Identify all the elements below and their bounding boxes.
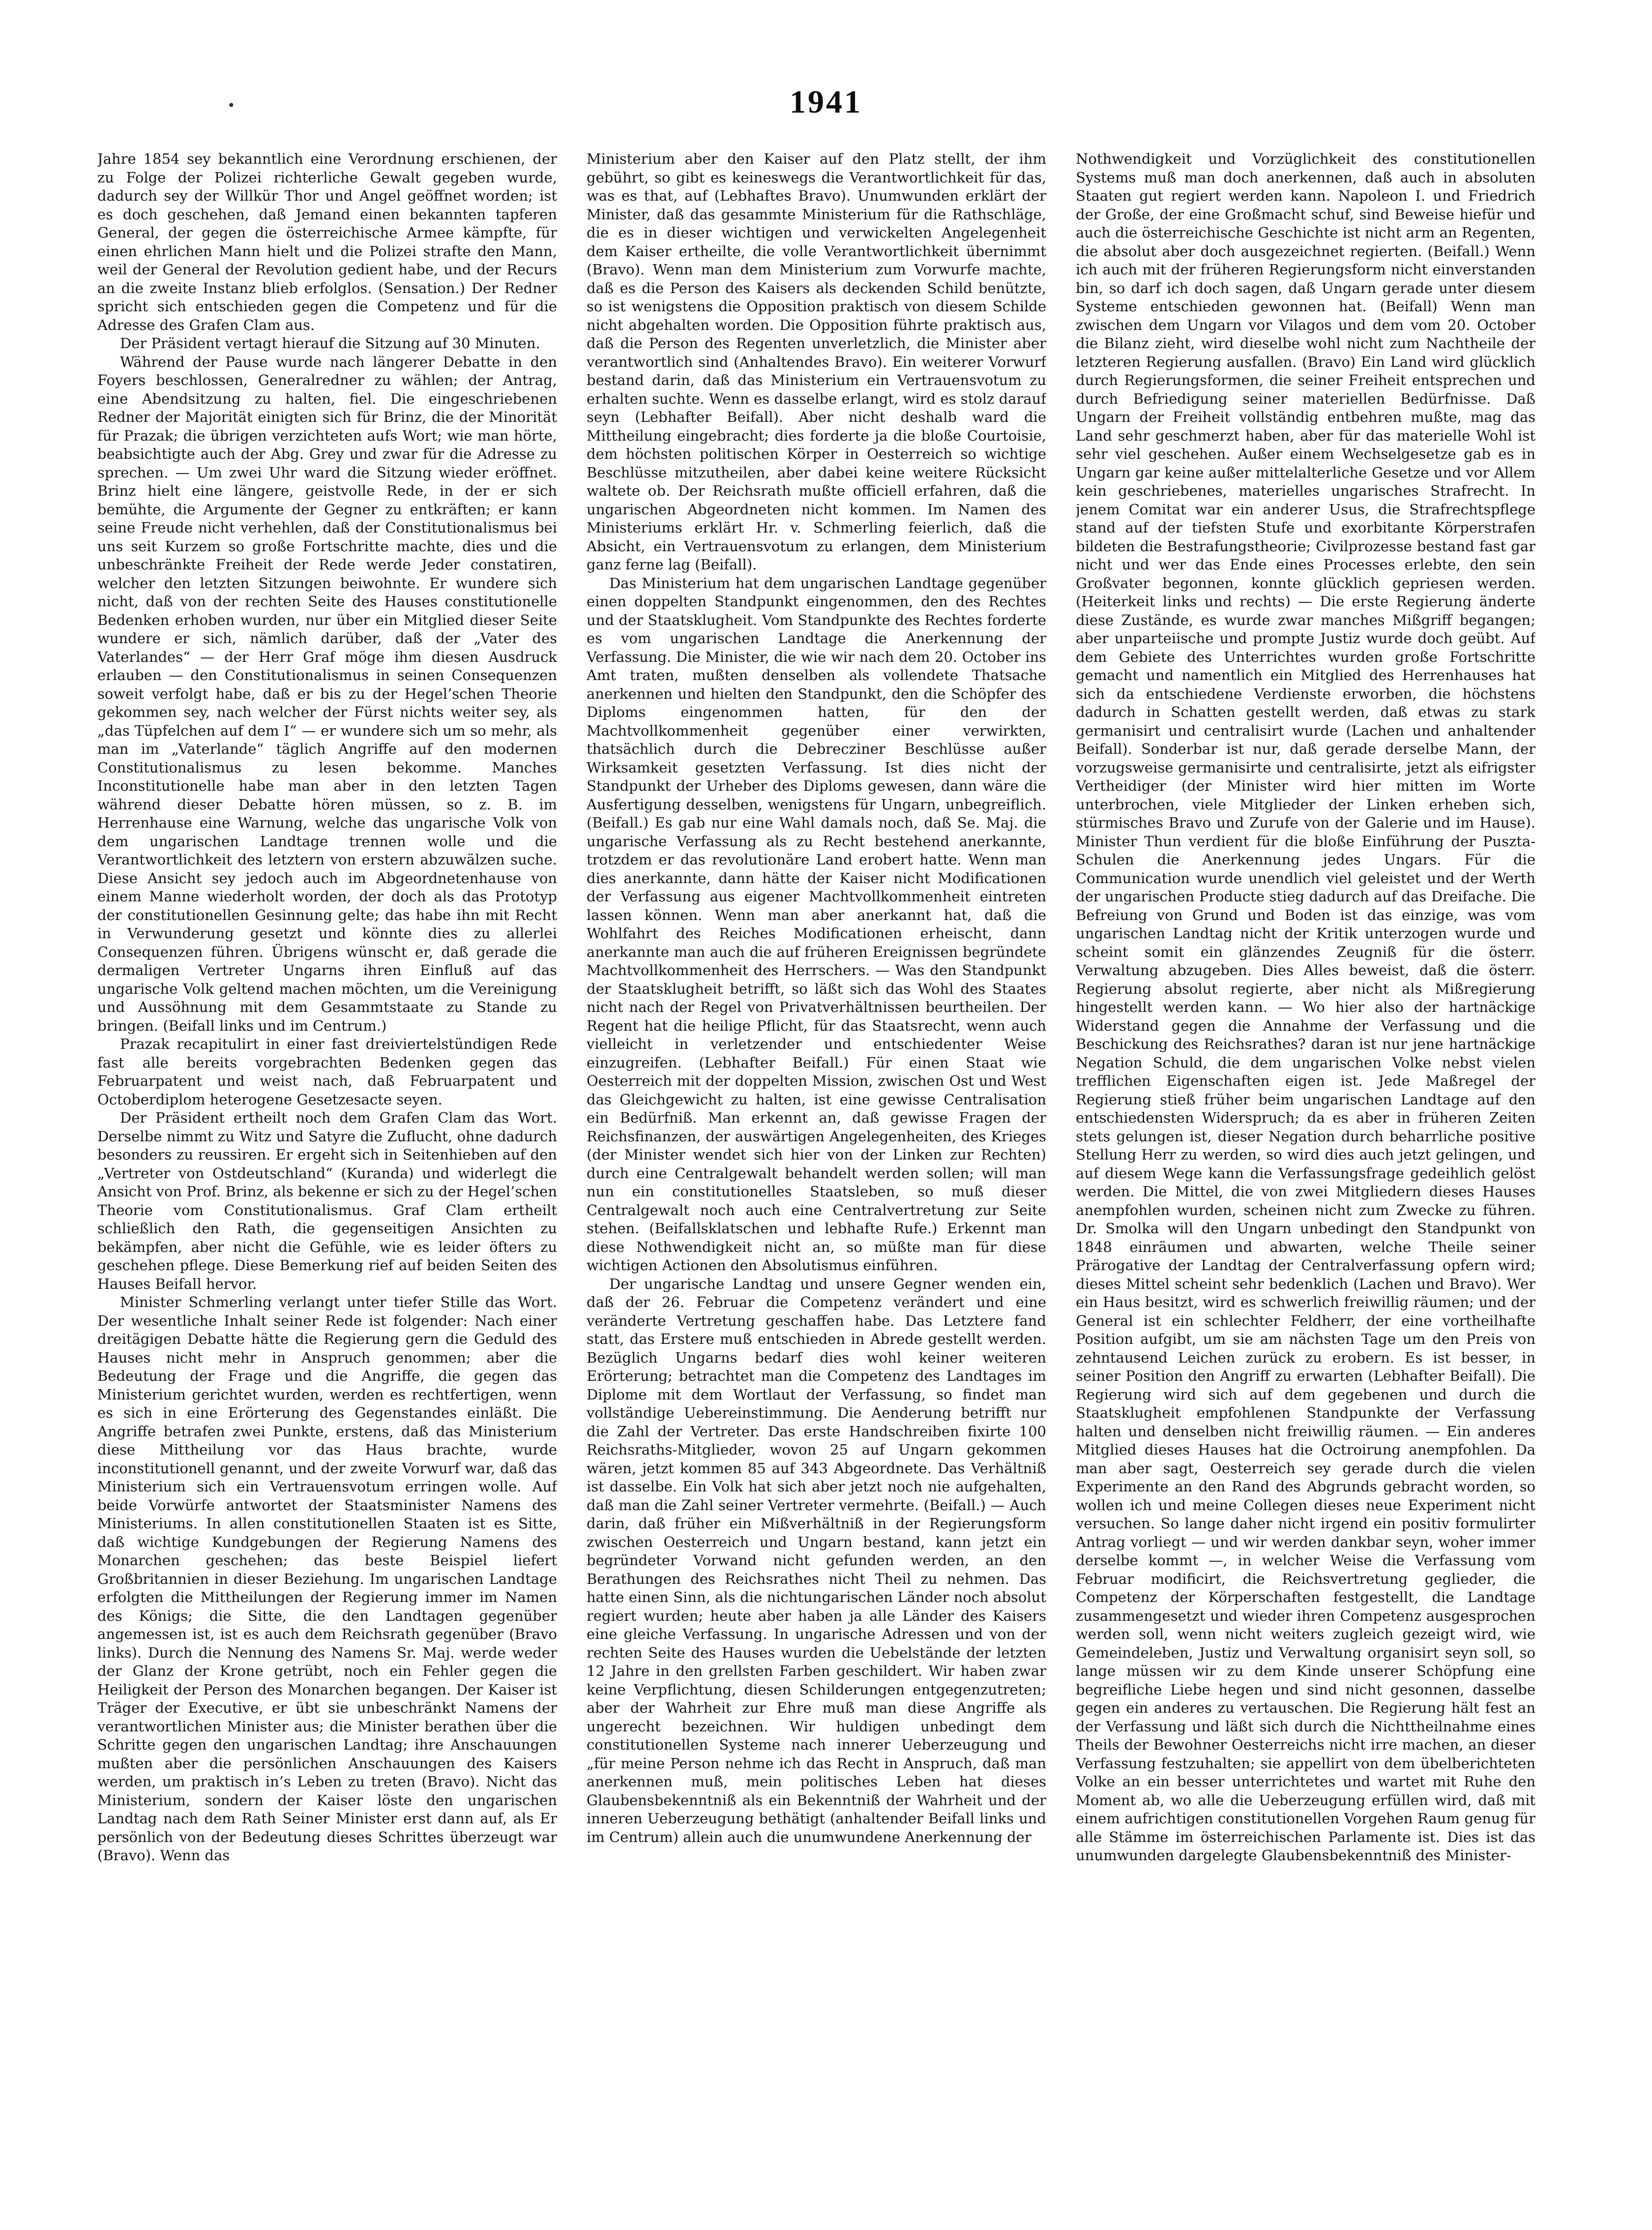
article-columns	[97, 150, 1535, 2159]
paragraph: Das Ministerium hat dem ungarischen Landtage gegenüber einen doppelten Standpunkt eingenommen, den des Rechtes und der Staatsklugheit. Vom Standpunkte des Rechtes forderte es vom ungarischen Landtage die Anerkennung der Verfassung. Die Minister, die wie wir nach dem 20. October ins Amt traten, mußten denselben als vollendete Thatsache anerkennen und hielten den Standpunkt, den die Schöpfer des Diploms eingenommen hatten, für den der Machtvollkommenheit gegenüber einer verwirkten, thatsächlich durch die Debrecziner Beschlüsse außer Wirksamkeit gesetzten Verfassung. Ist dies nicht der Standpunkt der Urheber des Diploms gewesen, dann wäre die Ausfertigung desselben, wenigstens für Ungarn, unbegreiflich. (Beifall.) Es gab nur eine Wahl damals noch, daß Se. Maj. die ungarische Verfassung als zu Recht bestehend anerkannte, trotzdem er das revolutionäre Land erobert hatte. Wenn man dies anerkannte, dann hätte der Kaiser nicht Modificationen der Verfassung aus eigener Machtvollkommenheit eintreten lassen können. Wenn man aber anerkannt hat, daß die Wohlfahrt des Reiches Modificationen erheischt, dann anerkannte man auch die auf früheren Ereignissen begründete Machtvollkommenheit des Herrschers. — Was den Standpunkt der Staatsklugheit betrifft, so läßt sich das Wohl des Staates nicht nach der Regel von Privatverhältnissen beurtheilen. Der Regent hat die heilige Pflicht, für das Staatsrecht, wenn auch vielleicht in verletzender und entschiedenter Weise einzugreifen. (Lebhafter Beifall.) Für einen Staat wie Oesterreich mit der doppelten Mission, zwischen Ost und West das Gleichgewicht zu halten, ist eine gewisse Centralisation ein Bedürfniß. Man erkennt an, daß gewisse Fragen der Reichsfinanzen, der auswärtigen Angelegenheiten, des Krieges (der Minister wendet sich hier von der Linken zur Rechten) durch eine Centralgewalt behandelt werden sollen; will man nun ein constitutionelles Staatsleben, so muß dieser Centralgewalt noch auch eine Centralvertretung zur Seite stehen. (Beifallsklatschen und lebhafte Rufe.) Erkennt man diese Nothwendigkeit nicht an, so müßte man für diese wichtigen Actionen den Absolutismus einführen.	[587, 574, 1046, 1274]
paragraph: Nothwendigkeit und Vorzüglichkeit des constitutionellen Systems muß man doch anerkennen, daß auch in absoluten Staaten gut regiert werden kann. Napoleon I. und Friedrich der Große, der eine Großmacht schuf, sind Beweise hiefür und auch die österreichische Geschichte ist nicht arm an Regenten, die absolut aber doch ausgezeichnet regierten. (Beifall.) Wenn ich auch mit der früheren Regierungsform nicht einverstanden bin, so darf ich doch sagen, daß Ungarn gerade unter diesem Systeme entschieden gewonnen hat. (Beifall) Wenn man zwischen dem Ungarn vor Vilagos und dem vom 20. October die Bilanz zieht, wird dieselbe wohl nicht zum Nachtheile der letzteren Regierung ausfallen. (Bravo) Ein Land wird glücklich durch Regierungsformen, die seiner Freiheit entsprechen und durch Befriedigung seiner materiellen Bedürfnisse. Daß Ungarn der Freiheit vollständig entbehren mußte, mag das Land sehr geschmerzt haben, aber für das materielle Wohl ist sehr viel geschehen. Außer einem Wechselgesetze gab es in Ungarn gar keine außer mittelalterliche Gesetze und vor Allem kein geschriebenes, materielles ungarisches Strafrecht. In jenem Comitat war ein anderer Usus, die Strafrechtspflege stand auf der tiefsten Stufe und exorbitante Körperstrafen bildeten die Bestrafungstheorie; Civilprozesse bestand fast gar nicht und wer das Ende eines Processes erlebte, den sein Großvater begonnen, konnte glücklich gepriesen werden. (Heiterkeit links und rechts) — Die erste Regierung änderte diese Zustände, es wurde zwar manches Mißgriff begangen; aber unparteiische und prompte Justiz wurde doch geübt. Auf dem Gebiete des Unterrichtes wurden große Fortschritte gemacht und namentlich ein Mitglied des Herrenhauses hat sich da entschiedene Verdienste erworben, die höchstens dadurch in Schatten gestellt werden, daß etwas zu stark germanisirt und centralisirt wurde (Lachen und anhaltender Beifall). Sonderbar ist nur, daß gerade derselbe Mann, der vorzugsweise germanisirte und centralisirte, jetzt als eifrigster Vertheidiger (der Minister wird hier mitten im Worte unterbrochen, viele Mitglieder der Linken erheben sich, stürmisches Bravo und Zurufe von der Galerie und im Hause). Minister Thun verdient für die bloße Einführung der Puszta-Schulen die Anerkennung jedes Ungars. Für die Communication wurde unendlich viel geleistet und der Werth der ungarischen Producte stieg dadurch auf das Dreifache. Die Befreiung von Grund und Boden ist das einzige, was vom ungarischen Landtag nicht der Kritik unterzogen wurde und scheint somit ein glänzendes Zeugniß für die österr. Verwaltung abzugeben. Dies Alles beweist, daß die österr. Regierung absolut regierte, aber nicht als Mißregierung hingestellt werden kann. — Wo hier also der hartnäckige Widerstand gegen die Annahme der Verfassung und die Beschickung des Reichsrathes? daran ist nur jene hartnäckige Negation Schuld, die dem ungarischen Volke nebst vielen trefflichen Eigenschaften eigen ist. Jede Maßregel der Regierung stieß früher beim ungarischen Landtage auf den entschiedensten Widerspruch; da es aber in früheren Zeiten stets gelungen ist, dieser Negation durch beharrliche positive Stellung Herr zu werden, so wird dies auch jetzt gelingen, und auf diesem Wege kann die Verfassungsfrage gedeihlich gelöst werden. Die Mittel, die von zwei Mitgliedern dieses Hauses anempfohlen wurden, scheinen nicht zum Zwecke zu führen. Dr. Smolka will den Ungarn unbedingt den Standpunkt von 1848 einräumen und abwarten, welche Theile seiner Prärogative der Landtag der Centralverfassung opfern wird; dieses Mittel scheint sehr bedenklich (Lachen und Bravo). Wer ein Haus besitzt, wird es schwerlich freiwillig räumen; und der General ist ein schlechter Feldherr, der eine vortheilhafte Position aufgibt, um sie am nächsten Tage um den Preis von zehntausend Leichen zurück zu erobern. Es ist besser, in seiner Position den Angriff zu erwarten (Lebhafter Beifall). Die Regierung wird sich auf dem gegebenen und durch die Staatsklugheit empfohlenen Standpunkte der Verfassung halten und denselben nicht freiwillig räumen. — Ein anderes Mitglied dieses Hauses hat die Octroirung anempfohlen. Da man aber sagt, Oesterreich sey gerade durch die vielen Experimente an den Rand des Abgrunds gebracht worden, so wollen ich und meine Collegen dieses neue Experiment nicht versuchen. So lange daher nicht irgend ein positiv formulirter Antrag vorliegt — und wir werden dankbar seyn, woher immer derselbe kommt —, in welcher Weise die Verfassung vom Februar modificirt, die Reichsvertretung geglieder, die Competenz der Körperschaften festgestellt, die Landtage zusammengesetzt und wieder ihren Competenz ausgesprochen werden soll, wenn nicht weiters zugleich gezeigt wird, wie Gemeindeleben, Justiz und Verwaltung organisirt seyn soll, so lange müssen wir zu dem Kinde unserer Schöpfung eine begreifliche Liebe hegen und sind nicht gesonnen, dasselbe gegen ein anderes zu vertauschen. Die Regierung hält fest an der Verfassung und läßt sich durch die Nichttheilnahme eines Theils der Bewohner Oesterreichs nicht irre machen, an dieser Verfassung festzuhalten; sie appellirt von dem übelberichteten Volke an ein besser unterrichtetes und wartet mit Ruhe den Moment ab, wo alle die Ueberzeugung erfüllen wird, daß mit einem aufrichtigen constitutionellen Vorgehen Raum genug für alle Stämme im österreichischen Parlamente ist. Dies ist das unumwunden dargelegte Glaubensbekenntniß des Minister-	[1076, 150, 1535, 1864]
paragraph: Der ungarische Landtag und unsere Gegner wenden ein, daß der 26. Februar die Competenz verändert und eine veränderte Vertretung geschaffen habe. Das Letztere fand statt, das Erstere muß entschieden in Abrede gestellt werden. Bezüglich Ungarns bedarf dies wohl keiner weiteren Erörterung; betrachtet man die Competenz des Landtages im Diplome mit dem Wortlaut der Verfassung, so findet man vollständige Uebereinstimmung. Die Aenderung betrifft nur die Zahl der Vertreter. Das erste Handschreiben fixirte 100 Reichsraths-Mitglieder, wovon 25 auf Ungarn gekommen wären, jetzt kommen 85 auf 343 Abgeordnete. Das Verhältniß ist dasselbe. Ein Volk hat sich aber jetzt noch nie aufgehalten, daß man die Zahl seiner Vertreter vermehrte. (Beifall.) — Auch darin, daß früher ein Mißverhältniß in der Regierungsform zwischen Oesterreich und Ungarn bestand, kann jetzt ein begründeter Vorwand nicht gefunden werden, an den Berathungen des Reichsrathes nicht Theil zu nehmen. Das hatte einen Sinn, als die nichtungarischen Länder noch absolut regiert wurden; heute aber haben ja alle Länder des Kaisers eine gleiche Verfassung. In ungarische Adressen und von der rechten Seite des Hauses wurden die Uebelstände der letzten 12 Jahre in den grellsten Farben geschildert. Wir haben zwar keine Verpflichtung, diesen Schilderungen entgegenzutreten; aber der Wahrheit zur Ehre muß man diese Angriffe als ungerecht bezeichnen. Wir huldigen unbedingt dem constitutionellen Systeme nach innerer Ueberzeugung und „für meine Person nehme ich das Recht in Anspruch, daß man anerkennen muß, mein politisches Leben hat dieses Glaubensbekenntniß als ein Bekenntniß der Wahrheit und der inneren Ueberzeugung bethätigt (anhaltender Beifall links und im Centrum) allein auch die unumwundene Anerkennung der	[587, 1275, 1046, 1845]
paragraph: Der Präsident vertagt hierauf die Sitzung auf 30 Minuten.	[120, 335, 540, 352]
paragraph: Der Präsident ertheilt noch dem Grafen Clam das Wort. Derselbe nimmt zu Witz und Satyre die Zuflucht, ohne dadurch besonders zu reussiren. Er ergeht sich in Seitenhieben auf den „Vertreter von Ostdeutschland“ (Kuranda) und widerlegt die Ansicht von Prof. Brinz, als bekenne er sich zu der Hegel’schen Theorie vom Constitutionalismus. Graf Clam ertheilt schließlich den Rath, die gegenseitigen Ansichten zu bekämpfen, aber nicht die Gefühle, wie es leider öfters zu geschehen pflege. Diese Bemerkung rief auf beiden Seiten des Hauses Beifall hervor.	[97, 1109, 557, 1292]
paragraph: Prazak recapitulirt in einer fast dreiviertelstündigen Rede fast alle bereits vorgebrachten Bedenken gegen das Februarpatent und weist nach, daß Februarpatent und Octoberdiplom heterogene Gesetzesacte seyen.	[97, 1036, 557, 1108]
paragraph: Ministerium aber den Kaiser auf den Platz stellt, der ihm gebührt, so gibt es keineswegs die Verantwortlichkeit für das, was es that, auf (Lebhaftes Bravo). Unumwunden erklärt der Minister, daß das gesammte Ministerium für die Rathschläge, die es in dieser wichtigen und verwickelten Angelegenheit dem Kaiser ertheilte, die volle Verantwortlichkeit übernimmt (Bravo). Wenn man dem Ministerium zum Vorwurfe machte, daß es die Person des Kaisers als deckenden Schild benützte, so ist wenigstens die Opposition praktisch von diesem Schilde nicht abgehalten worden. Die Opposition führte praktisch aus, daß die Person des Regenten unverletzlich, die Minister aber verantwortlich sind (Anhaltendes Bravo). Ein weiterer Vorwurf bestand darin, daß das Ministerium ein Vertrauensvotum zu erhalten suchte. Wenn es dasselbe erlangt, wird es stolz darauf seyn (Lebhafter Beifall). Aber nicht deshalb ward die Mittheilung eingebracht; dies forderte ja die bloße Courtoisie, dem höchsten politischen Körper in Oesterreich so wichtige Beschlüsse mitzutheilen, aber dabei keine weitere Rücksicht waltete ob. Der Reichsrath mußte officiell erfahren, daß die ungarischen Abgeordneten nicht kommen. Im Namen des Ministeriums erklärt Hr. v. Schmerling feierlich, daß die Absicht, ein Vertrauensvotum zu erlangen, dem Ministerium ganz ferne lag (Beifall).	[587, 150, 1046, 573]
column-3	[1076, 150, 1535, 2159]
paragraph: Jahre 1854 sey bekanntlich eine Verordnung erschienen, der zu Folge der Polizei richterliche Gewalt gegeben wurde, dadurch sey der Willkür Thor und Angel geöffnet worden; ist es doch geschehen, daß Jemand einen bekannten tapferen General, der gegen die österreichische Armee kämpfte, für einen ehrlichen Mann hielt und die Polizei strafte den Mann, weil der General der Revolution gedient habe, und der Recurs an die zweite Instanz blieb erfolglos. (Sensation.) Der Redner spricht sich entschieden gegen die Competenz und für die Adresse des Grafen Clam aus.	[97, 150, 557, 333]
column-2	[587, 150, 1046, 2159]
paragraph: Während der Pause wurde nach längerer Debatte in den Foyers beschlossen, Generalredner zu wählen; der Antrag, eine Abendsitzung zu halten, fiel. Die eingeschriebenen Redner der Majorität einigten sich für Brinz, die der Minorität für Prazak; die übrigen verzichteten aufs Wort; wie man hörte, beabsichtigte auch der Abg. Grey und zwar für die Adresse zu sprechen. — Um zwei Uhr ward die Sitzung wieder eröffnet. Brinz hielt eine längere, geistvolle Rede, in der er sich bemühte, die Argumente der Gegner zu entkräften; er kann seine Freude nicht verhehlen, daß der Constitutionalismus bei uns seit Kurzem so große Fortschritte machte, dies und die unbeschränkte Freiheit der Rede werde Jeder constatiren, welcher den letzten Sitzungen beiwohnte. Er wundere sich nicht, daß von der rechten Seite des Hauses constitutionelle Bedenken erhoben wurden, nur über ein Mitglied dieser Seite wundere er sich, nämlich darüber, daß der „Vater des Vaterlandes“ — der Herr Graf möge ihm diesen Ausdruck erlauben — den Constitutionalismus in seinen Consequenzen soweit verfolgt habe, daß er bis zu der Hegel’schen Theorie gekommen sey, nach welcher der Fürst nichts weiter sey, als „das Tüpfelchen auf dem I“ — er wundere sich um so mehr, als man im „Vaterlande“ täglich Angriffe auf den modernen Constitutionalismus zu lesen bekomme. Manches Inconstitutionelle habe man aber in den letzten Tagen während dieser Debatte hören müssen, so z. B. im Herrenhause eine Warnung, welche das ungarische Volk von dem ungarischen Landtage trennen wolle und die Verantwortlichkeit des letztern von erstern abzuwälzen suche. Diese Ansicht sey jedoch auch im Abgeordnetenhause von einem Manne wiederholt worden, der doch als das Prototyp der constitutionellen Gesinnung gelte; das habe ihn mit Recht in Verwunderung gesetzt und könnte dies zu allerlei Consequenzen führen. Übrigens wünscht er, daß gerade die dermaligen Vertreter Ungarns ihren Einfluß auf das ungarische Volk geltend machen möchten, um die Vereinigung und Aussöhnung mit dem Gesammtstaate zu Stande zu bringen. (Beifall links und im Centrum.)	[97, 353, 557, 1034]
page-number: 1941	[790, 84, 862, 120]
paragraph: Minister Schmerling verlangt unter tiefer Stille das Wort. Der wesentliche Inhalt seiner Rede ist folgender: Nach einer dreitägigen Debatte hätte die Regierung gern die Geduld des Hauses nicht mehr in Anspruch genommen; aber die Bedeutung der Frage und die Angriffe, die gegen das Ministerium gerichtet wurden, werden es rechtfertigen, wenn es sich in eine Erörterung des Gegenstandes einläßt. Die Angriffe betrafen zwei Punkte, erstens, daß das Ministerium diese Mittheilung vor das Haus brachte, wurde inconstitutionell genannt, und der zweite Vorwurf war, daß das Ministerium sich ein Vertrauensvotum erringen wolle. Auf beide Vorwürfe antwortet der Staatsminister Namens des Ministeriums. In allen constitutionellen Staaten ist es Sitte, daß wichtige Kundgebungen der Regierung Namens des Monarchen geschehen; das beste Beispiel liefert Großbritannien in dieser Beziehung. Im ungarischen Landtage erfolgten die Mittheilungen der Regierung immer im Namen des Königs; die Sitte, die den Landtagen gegenüber angemessen ist, ist es auch dem Reichsrath gegenüber (Bravo links). Durch die Nennung des Namens Sr. Maj. werde weder der Glanz der Krone getrübt, noch ein Fehler gegen die Heiligkeit der Person des Monarchen begangen. Der Kaiser ist Träger der Executive, er übt sie unbeschränkt Namens der verantwortlichen Minister aus; die Minister berathen über die Schritte gegen den ungarischen Landtag; ihre Anschauungen mußten aber die persönlichen Anschauungen des Kaisers werden, um praktisch in’s Leben zu treten (Bravo). Nicht das Ministerium, sondern der Kaiser löste den ungarischen Landtag nach dem Rath Seiner Minister erst dann auf, als Er persönlich von der Bedeutung dieses Schrittes überzeugt war (Bravo). Wenn das	[97, 1294, 557, 1864]
column-1	[97, 150, 557, 2159]
print-speck: •	[227, 97, 236, 114]
